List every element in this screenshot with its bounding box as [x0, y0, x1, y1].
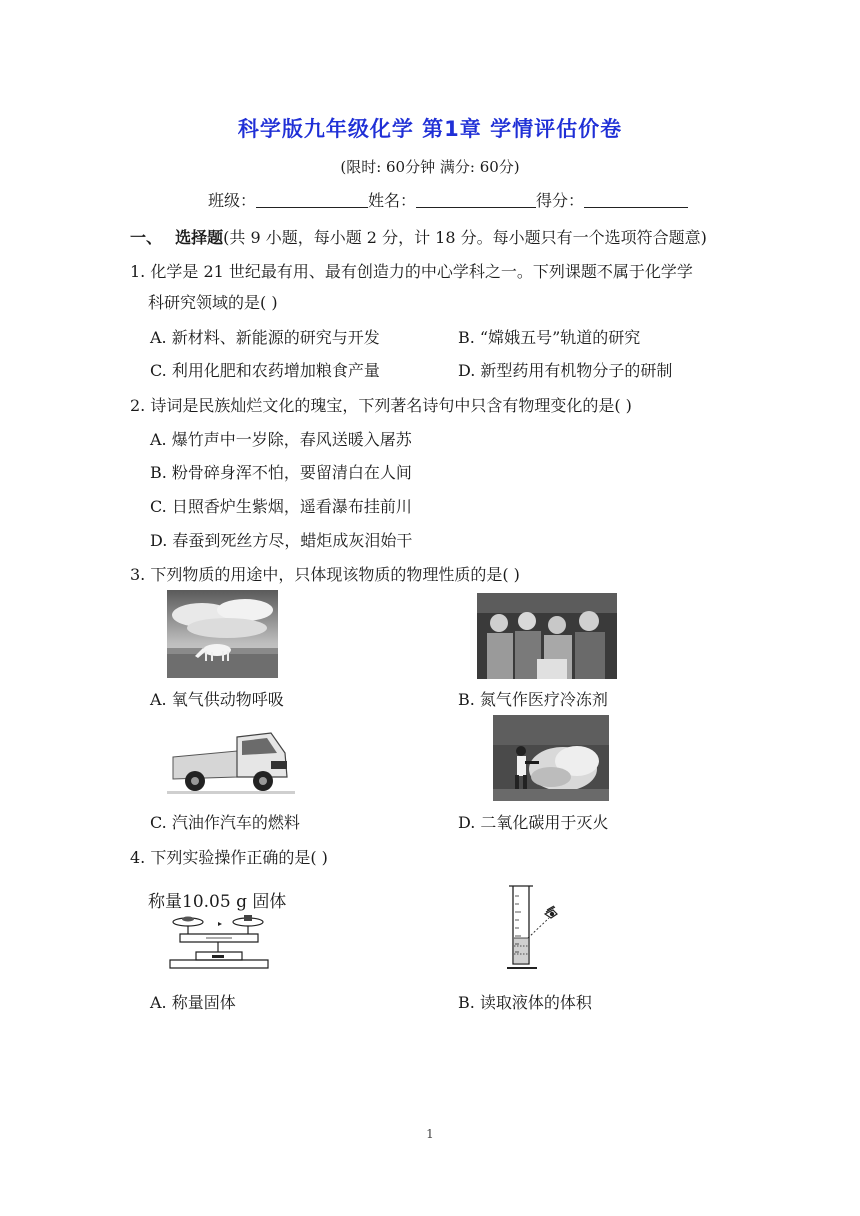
balance-figure-label: 称量10.05 g 固体: [148, 892, 287, 912]
q1-option-c[interactable]: C. 利用化肥和农药增加粮食产量: [150, 361, 380, 380]
class-label: 班级：: [208, 191, 257, 210]
q3-stem: 3. 下列物质的用途中，只体现该物质的物理性质的是( ): [130, 565, 520, 584]
section-name: 选择题: [175, 228, 224, 247]
score-label: 得分：: [536, 191, 585, 210]
q4-option-a[interactable]: A. 称量固体: [150, 993, 236, 1012]
q3-option-a[interactable]: A. 氧气供动物呼吸: [150, 690, 284, 709]
q2-stem: 2. 诗词是民族灿烂文化的瑰宝，下列著名诗句中只含有物理变化的是( ): [130, 396, 632, 415]
balance-scale-figure: [166, 912, 272, 972]
q3-option-d[interactable]: D. 二氧化碳用于灭火: [458, 813, 609, 832]
q1-option-b[interactable]: B. “嫦娥五号”轨道的研究: [458, 328, 641, 347]
section-heading: [130, 225, 707, 248]
q3-option-b[interactable]: B. 氮气作医疗冷冻剂: [458, 690, 608, 709]
q2-option-a[interactable]: A. 爆竹声中一岁除，春风送暖入屠苏: [150, 430, 412, 449]
name-label: 姓名：: [368, 191, 417, 210]
class-blank[interactable]: [256, 192, 368, 208]
q4-stem: 4. 下列实验操作正确的是( ): [130, 848, 328, 867]
name-blank[interactable]: [416, 192, 536, 208]
q4-option-b[interactable]: B. 读取液体的体积: [458, 993, 592, 1012]
exam-subtitle: (限时: 60分钟 满分: 60分): [340, 158, 520, 176]
q1-option-a[interactable]: A. 新材料、新能源的研究与开发: [150, 328, 380, 347]
score-blank[interactable]: [584, 192, 688, 208]
q1-option-d[interactable]: D. 新型药用有机物分子的研制: [458, 361, 673, 380]
photo-fire-extinguishing: [493, 715, 609, 801]
page-title: 科学版九年级化学 第1章 学情评估价卷: [237, 117, 623, 141]
student-info-line: [208, 188, 688, 211]
q1-stem-line2: 科研究领域的是( ): [148, 293, 278, 312]
graduated-cylinder-figure: [505, 880, 567, 974]
q2-option-d[interactable]: D. 春蚕到死丝方尽，蜡炬成灰泪始干: [150, 531, 413, 550]
photo-medical-team: [477, 593, 617, 679]
q3-option-c[interactable]: C. 汽油作汽车的燃料: [150, 813, 300, 832]
section-description: (共 9 小题，每小题 2 分，计 18 分。每小题只有一个选项符合题意): [223, 228, 707, 247]
page-number: 1: [426, 1127, 434, 1141]
photo-pickup-truck: [167, 715, 295, 801]
q2-option-c[interactable]: C. 日照香炉生紫烟，遥看瀑布挂前川: [150, 497, 412, 516]
photo-horse-grazing: [167, 590, 278, 678]
q2-option-b[interactable]: B. 粉骨碎身浑不怕，要留清白在人间: [150, 463, 412, 482]
q1-stem-line1: 1. 化学是 21 世纪最有用、最有创造力的中心学科之一。下列课题不属于化学学: [130, 262, 693, 281]
section-number: 一、: [130, 228, 163, 247]
